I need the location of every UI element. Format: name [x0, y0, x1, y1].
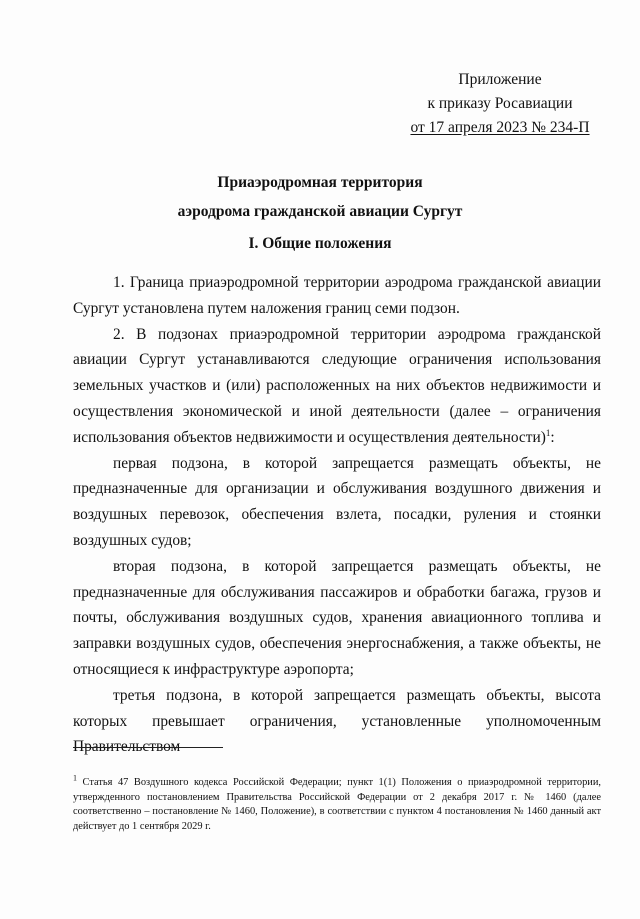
paragraph-subzone-2: вторая подзона, в которой запрещается размещать объекты, не предназначенные для обслуживания пассажиров и обработки багажа, грузов и почты, обслуживания воздушных судов, хранения авиационного топлива и заправки воздушных судов, обеспечения энергоснабжения, а также объекты, не относящиеся к инфраструктуре аэропорта; — [73, 557, 601, 678]
footnote-separator — [73, 747, 223, 748]
appendix-order-date: от 17 апреля 2023 № 234-П — [410, 119, 590, 136]
footnote-ref[interactable]: 1 — [545, 427, 551, 438]
footnote-text: Статья 47 Воздушного кодекса Российской Федерации; пункт 1(1) Положения о приаэродромной территории, утвержденного постановлением Правительства Российской Федерации от 2 декабря 2017 г. № 1460 (далее соответственно – постановление № 1460, Положение), в соответствии с пунктом 4 постановления № 1460 данный акт действует до 1 сентября 2029 г. — [73, 777, 601, 832]
footnote — [73, 773, 601, 834]
paragraph-subzone-1: первая подзона, в которой запрещается размещать объекты, не предназначенные для организации и обслуживания воздушного движения и воздушных перевозок, обеспечения взлета, посадки, руления и стоянки воздушных судов; — [73, 454, 601, 549]
title-line-2: аэродрома гражданской авиации Сургут — [177, 203, 463, 220]
appendix-order-ref: к приказу Росавиации — [427, 95, 573, 112]
paragraph-2-tail: : — [550, 428, 555, 446]
paragraph-2 — [73, 322, 601, 451]
appendix-label: Приложение — [458, 71, 542, 88]
paragraph-1: 1. Граница приаэродромной территории аэродрома гражданской авиации Сургут установлена путем наложения границ семи подзон. — [73, 274, 601, 317]
paragraph-subzone-3: третья подзона, в которой запрещается размещать объекты, высота которых превышает ограничения, установленные уполномоченным Правительством — [73, 686, 601, 756]
footnote-mark: 1 — [73, 773, 77, 783]
appendix-block — [400, 68, 600, 140]
title-line-1: Приаэродромная территория — [217, 174, 423, 191]
document-body — [73, 270, 601, 760]
document-title — [0, 168, 640, 226]
paragraph-2-text: 2. В подзонах приаэродромной территории аэродрома гражданской авиации Сургут устанавливаются следующие ограничения использования земельных участков и (или) расположенных на них объектов недвижимости и осуществления экономической и иной деятельности (далее – ограничения использования объектов недвижимости и осуществления деятельности) — [73, 325, 601, 446]
section-heading: I. Общие положения — [248, 235, 392, 252]
